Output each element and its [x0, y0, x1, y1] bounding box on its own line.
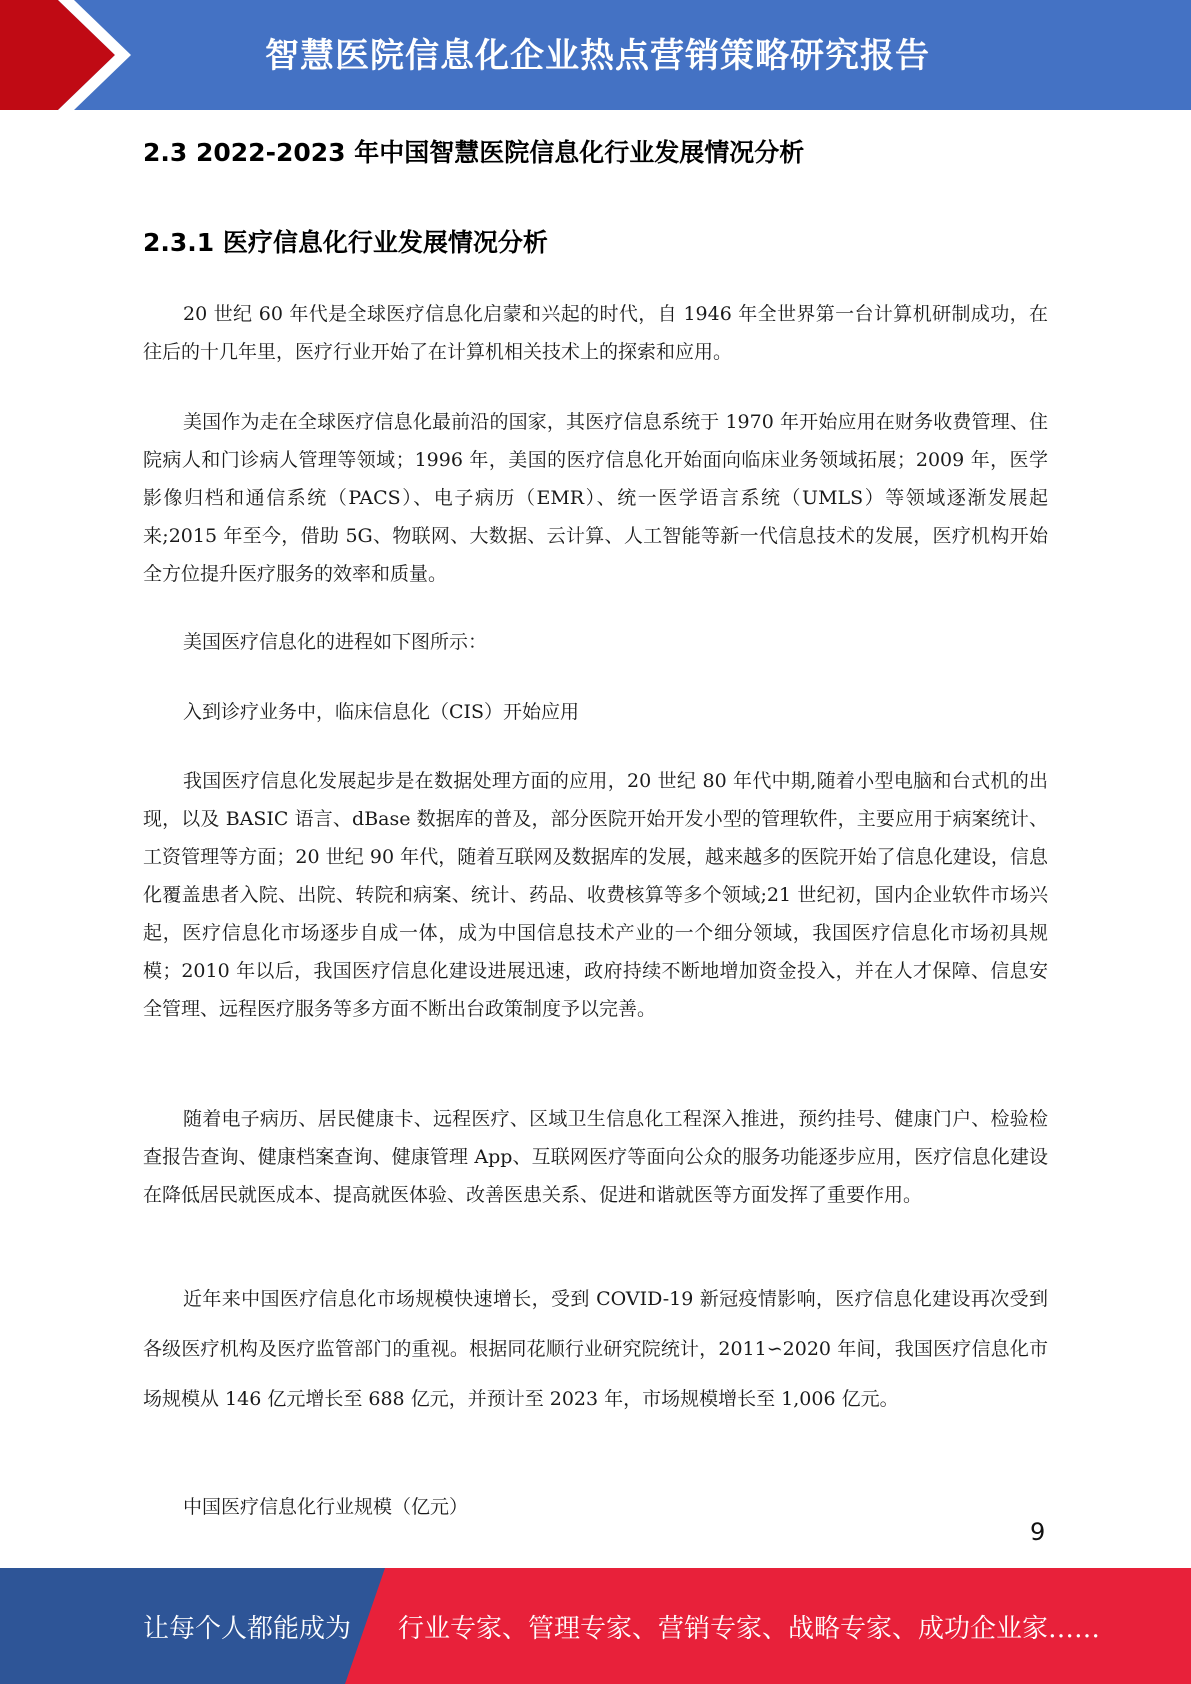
paragraph-6: 随着电子病历、居民健康卡、远程医疗、区域卫生信息化工程深入推进，预约挂号、健康门户、检验检查报告查询、健康档案查询、健康管理 App、互联网医疗等面向公众的服务功能逐步应用，医疗信息化建设在降低居民就医成本、提高就医体验、改善医患关系、促进和谐就医等方面发挥了重要作用。 — [143, 1108, 1048, 1206]
footer-slogan-right: 行业专家、管理专家、营销专家、战略专家、成功企业家…… — [398, 1614, 1101, 1644]
paragraph-3: 美国医疗信息化的进程如下图所示： — [183, 631, 488, 653]
chart-caption: 中国医疗信息化行业规模（亿元） — [183, 1496, 469, 1518]
header-arrow-decoration — [0, 0, 160, 110]
paragraph-5: 我国医疗信息化发展起步是在数据处理方面的应用，20 世纪 80 年代中期,随着小型电脑和台式机的出现，以及 BASIC 语言、dBase 数据库的普及，部分医院开始开发小型的管理软件，主要应用于病案统计、工资管理等方面；20 世纪 90 年代，随着互联网及数据库的发展，越来越多的医院开始了信息化建设，信息化覆盖患者入院、出院、转院和病案、统计、药品、收费核算等多个领域;21 世纪初，国内企业软件市场兴起，医疗信息化市场逐步自成一体，成为中国信息技术产业的一个细分领域，我国医疗信息化市场初具规模；2010 年以后，我国医疗信息化建设进展迅速，政府持续不断地增加资金投入，并在人才保障、信息安全管理、远程医疗服务等多方面不断出台政策制度予以完善。 — [143, 770, 1048, 1020]
subsection-heading: 2.3.1 医疗信息化行业发展情况分析 — [143, 228, 548, 257]
page-header — [0, 0, 1191, 110]
section-heading: 2.3 2022-2023 年中国智慧医院信息化行业发展情况分析 — [143, 138, 805, 167]
page-footer — [0, 1568, 1191, 1684]
footer-slogan-left: 让每个人都能成为 — [143, 1614, 352, 1644]
paragraph-1: 20 世纪 60 年代是全球医疗信息化启蒙和兴起的时代，自 1946 年全世界第一台计算机研制成功，在往后的十几年里，医疗行业开始了在计算机相关技术上的探索和应用。 — [143, 303, 1048, 363]
page-number: 9 — [1030, 1518, 1046, 1546]
paragraph-2: 美国作为走在全球医疗信息化最前沿的国家，其医疗信息系统于 1970 年开始应用在财务收费管理、住院病人和门诊病人管理等领域；1996 年，美国的医疗信息化开始面向临床业务领域拓展；2009 年，医学影像归档和通信系统（PACS）、电子病历（EMR）、统一医学语言系统（UMLS）等领域逐渐发展起来;2015 年至今，借助 5G、物联网、大数据、云计算、人工智能等新一代信息技术的发展，医疗机构开始全方位提升医疗服务的效率和质量。 — [143, 411, 1048, 585]
paragraph-4: 入到诊疗业务中，临床信息化（CIS）开始应用 — [183, 701, 580, 723]
paragraph-7: 近年来中国医疗信息化市场规模快速增长，受到 COVID-19 新冠疫情影响，医疗信息化建设再次受到各级医疗机构及医疗监管部门的重视。根据同花顺行业研究院统计，2011∽2020 年间，我国医疗信息化市场规模从 146 亿元增长至 688 亿元，并预计至 2023 年，市场规模增长至 1,006 亿元。 — [143, 1288, 1048, 1410]
report-title: 智慧医院信息化企业热点营销策略研究报告 — [265, 36, 930, 76]
